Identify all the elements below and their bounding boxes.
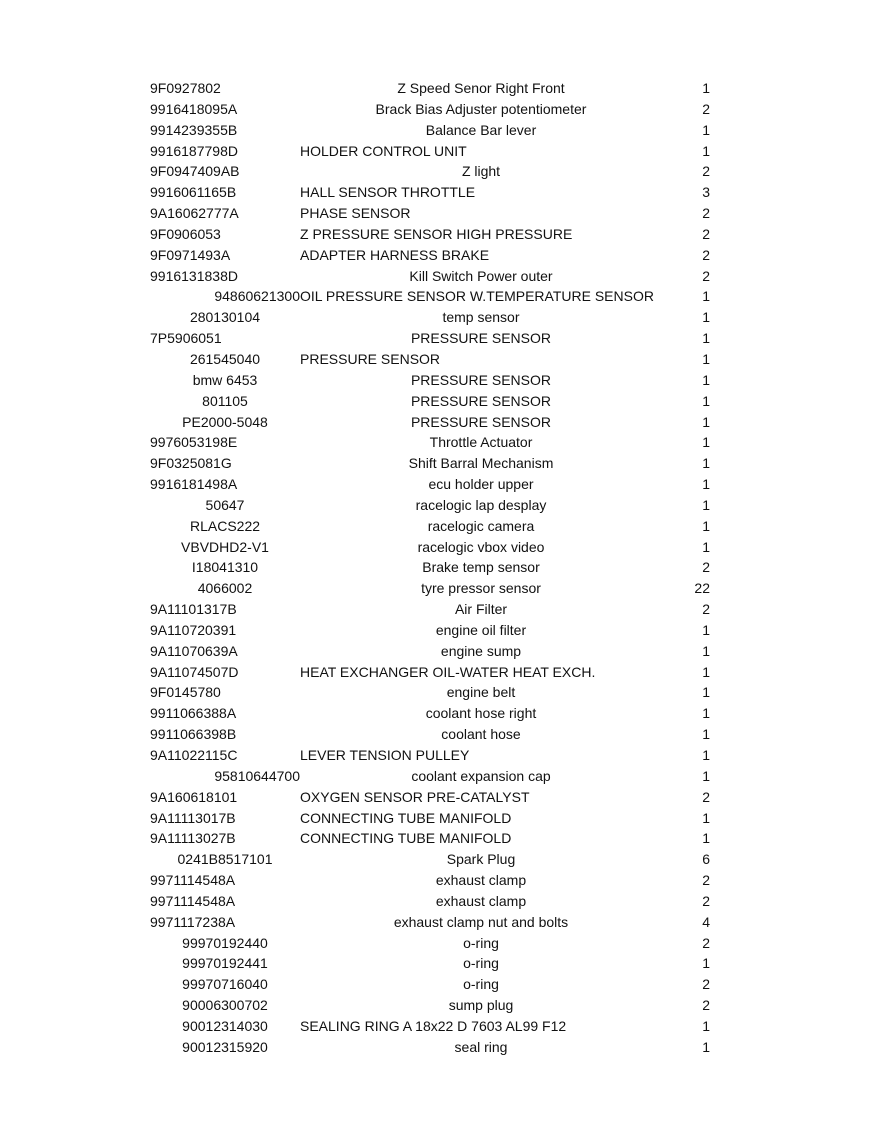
description-cell: engine oil filter [435,621,527,638]
table-row [0,370,880,391]
description-cell: Z Speed Senor Right Front [397,80,565,96]
quantity-cell: 1 [702,809,710,826]
description-cell: PHASE SENSOR [300,205,411,222]
table-row [0,495,880,516]
part-number-cell: 9A11070639A [150,642,238,659]
part-number-cell: 7P5906051 [150,330,222,347]
part-number-cell: 9916061165B [150,184,237,201]
table-row [0,849,880,870]
quantity-cell: 1 [702,434,710,451]
description-cell: PRESSURE SENSOR [410,371,552,388]
table-row [0,641,880,662]
part-number-cell: VBVDHD2-V1 [181,538,269,555]
quantity-cell: 1 [702,705,710,722]
table-row [0,620,880,641]
description-cell: CONNECTING TUBE MANIFOLD [300,809,512,826]
table-row [0,307,880,328]
quantity-cell: 1 [702,476,710,493]
quantity-cell: 1 [702,288,710,305]
quantity-cell: 1 [702,621,710,638]
description-cell: o-ring [463,976,499,993]
quantity-cell: 1 [702,309,710,326]
table-row [0,578,880,599]
table-row [0,78,880,99]
description-cell: temp sensor [442,309,520,326]
part-number-cell: 99970192441 [182,955,268,972]
table-row [0,682,880,703]
table-row [0,141,880,162]
description-cell: Z light [461,163,501,180]
table-row [0,99,880,120]
table-row [0,474,880,495]
quantity-cell: 2 [702,788,710,805]
quantity-cell: 1 [702,684,710,701]
description-cell: Brack Bias Adjuster potentiometer [375,100,587,117]
description-cell: Throttle Actuator [429,434,533,451]
part-number-cell: bmw 6453 [192,371,258,388]
part-number-cell: 9A11101317B [150,601,237,618]
table-row [0,224,880,245]
quantity-cell: 2 [702,976,710,993]
table-row [0,828,880,849]
description-cell: exhaust clamp [435,872,527,889]
part-number-cell: 280130104 [189,309,261,326]
table-row [0,349,880,370]
description-cell: ADAPTER HARNESS BRAKE [300,246,490,263]
description-cell: sump plug [448,997,514,1014]
quantity-cell: 1 [702,830,710,847]
part-number-cell: 9F0947409AB [150,163,240,180]
description-cell: tyre pressor sensor [421,580,541,597]
description-cell: racelogic vbox video [417,538,545,555]
description-cell: Air Filter [454,601,508,618]
quantity-cell: 2 [702,892,710,909]
quantity-cell: 2 [702,267,710,284]
description-cell: Brake temp sensor [422,559,540,576]
description-cell: OXYGEN SENSOR PRE-CATALYST [300,788,530,805]
description-cell: LEVER TENSION PULLEY [300,747,470,763]
part-number-cell: 9916131838D [150,267,238,284]
part-number-cell: 9911066388A [150,705,237,722]
table-row [0,995,880,1016]
part-number-cell: PE2000-5048 [182,413,268,430]
part-number-cell: 9916187798D [150,142,238,159]
part-number-cell: 9A11113017B [150,809,236,826]
table-row [0,787,880,808]
table-row [0,432,880,453]
quantity-cell: 1 [702,726,710,743]
description-cell: PRESSURE SENSOR [410,392,552,409]
description-cell: CONNECTING TUBE MANIFOLD [300,830,512,847]
table-row [0,391,880,412]
table-row [0,557,880,578]
part-number-cell: 94860621300 [214,288,300,305]
table-row [0,120,880,141]
part-number-cell: 9971114548A [150,872,236,889]
description-cell: Z PRESSURE SENSOR HIGH PRESSURE [300,225,573,242]
table-row [0,745,880,766]
quantity-cell: 2 [702,872,710,889]
part-number-cell: I18041310 [191,559,259,576]
table-row [0,412,880,433]
quantity-cell: 1 [702,371,710,388]
description-cell: PRESSURE SENSOR [410,330,552,347]
part-number-cell: 9A11074507D [150,663,239,680]
part-number-cell: 9A110720391 [150,621,237,638]
quantity-cell: 1 [702,642,710,659]
description-cell: HALL SENSOR THROTTLE [300,184,476,201]
description-cell: PRESSURE SENSOR [300,350,441,367]
table-row [0,537,880,558]
description-cell: seal ring [454,1038,508,1055]
quantity-cell: 2 [702,100,710,117]
quantity-cell: 1 [702,538,710,555]
description-cell: SEALING RING A 18x22 D 7603 AL99 F12 [300,1017,567,1034]
quantity-cell: 1 [702,330,710,347]
part-number-cell: RLACS222 [189,517,261,534]
description-cell: HOLDER CONTROL UNIT [300,142,467,159]
part-number-cell: 9971114548A [150,892,236,909]
table-row [0,870,880,891]
quantity-cell: 2 [702,601,710,618]
quantity-cell: 1 [702,747,710,763]
description-cell: racelogic camera [427,517,535,534]
quantity-cell: 2 [702,246,710,263]
part-number-cell: 9A16062777A [150,205,239,222]
part-number-cell: 0241B8517101 [177,851,273,868]
table-row [0,203,880,224]
part-number-cell: 9A11022115C [150,747,238,763]
description-cell: o-ring [463,934,499,951]
description-cell: ecu holder upper [428,476,534,493]
table-row [0,328,880,349]
quantity-cell: 1 [702,80,710,96]
quantity-cell: 2 [702,225,710,242]
part-number-cell: 95810644700 [214,767,300,784]
part-number-cell: 9911066398B [150,726,237,743]
quantity-cell: 6 [702,851,710,868]
part-number-cell: 99970192440 [182,934,268,951]
part-number-cell: 9976053198E [150,434,238,451]
part-number-cell: 9F0927802 [150,80,221,96]
quantity-cell: 1 [702,121,710,138]
quantity-cell: 1 [702,413,710,430]
description-cell: PRESSURE SENSOR [410,413,552,430]
part-number-cell: 801105 [202,392,248,409]
part-number-cell: 9916181498A [150,476,238,493]
table-row [0,891,880,912]
description-cell: engine sump [440,642,522,659]
table-row [0,766,880,787]
part-number-cell: 99970716040 [182,976,268,993]
table-row [0,245,880,266]
quantity-cell: 2 [702,997,710,1014]
description-cell: HEAT EXCHANGER OIL-WATER HEAT EXCH. [300,663,596,680]
quantity-cell: 2 [702,205,710,222]
parts-table [0,78,880,1058]
quantity-cell: 4 [702,913,710,930]
table-row [0,453,880,474]
quantity-cell: 1 [702,496,710,513]
description-cell: coolant expansion cap [411,767,551,784]
part-number-cell: 9916418095A [150,100,238,117]
description-cell: Spark Plug [446,851,516,868]
part-number-cell: 9F0971493A [150,246,231,263]
description-cell: Kill Switch Power outer [409,267,553,284]
table-row [0,516,880,537]
table-row [0,912,880,933]
quantity-cell: 2 [702,163,710,180]
quantity-cell: 22 [694,580,710,597]
description-cell: coolant hose [441,726,521,743]
quantity-cell: 3 [702,184,710,201]
quantity-cell: 1 [702,767,710,784]
table-row [0,953,880,974]
description-cell: engine belt [446,684,516,701]
part-number-cell: 9F0145780 [150,684,221,701]
description-cell: exhaust clamp [435,892,527,909]
table-row [0,703,880,724]
quantity-cell: 1 [702,1038,710,1055]
part-number-cell: 9F0906053 [150,225,221,242]
quantity-cell: 1 [702,517,710,534]
table-row [0,599,880,620]
description-cell: Balance Bar lever [425,121,537,138]
part-number-cell: 90006300702 [182,997,268,1014]
part-number-cell: 261545040 [189,350,261,367]
quantity-cell: 1 [702,663,710,680]
table-row [0,286,880,307]
quantity-cell: 1 [702,392,710,409]
table-row [0,808,880,829]
part-number-cell: 9914239355B [150,121,238,138]
quantity-cell: 1 [702,1017,710,1034]
quantity-cell: 1 [702,955,710,972]
table-row [0,266,880,287]
table-row [0,974,880,995]
description-cell: exhaust clamp nut and bolts [393,913,569,930]
table-row [0,182,880,203]
part-number-cell: 9A11113027B [150,830,236,847]
quantity-cell: 1 [702,350,710,367]
part-number-cell: 4066002 [197,580,253,597]
part-number-cell: 90012315920 [182,1038,268,1055]
part-number-cell: 9A160618101 [150,788,238,805]
description-cell: o-ring [463,955,499,972]
table-row [0,724,880,745]
quantity-cell: 2 [702,559,710,576]
table-row [0,1037,880,1058]
part-number-cell: 50647 [205,496,245,513]
description-cell: Shift Barral Mechanism [408,455,554,472]
quantity-cell: 1 [702,142,710,159]
table-row [0,933,880,954]
table-row [0,662,880,683]
part-number-cell: 9971117238A [150,913,236,930]
part-number-cell: 90012314030 [182,1017,268,1034]
table-row [0,161,880,182]
quantity-cell: 1 [702,455,710,472]
description-cell: OIL PRESSURE SENSOR W.TEMPERATURE SENSOR [300,288,654,305]
quantity-cell: 2 [702,934,710,951]
table-row [0,1016,880,1037]
description-cell: coolant hose right [425,705,537,722]
description-cell: racelogic lap desplay [415,496,547,513]
part-number-cell: 9F0325081G [150,455,232,472]
